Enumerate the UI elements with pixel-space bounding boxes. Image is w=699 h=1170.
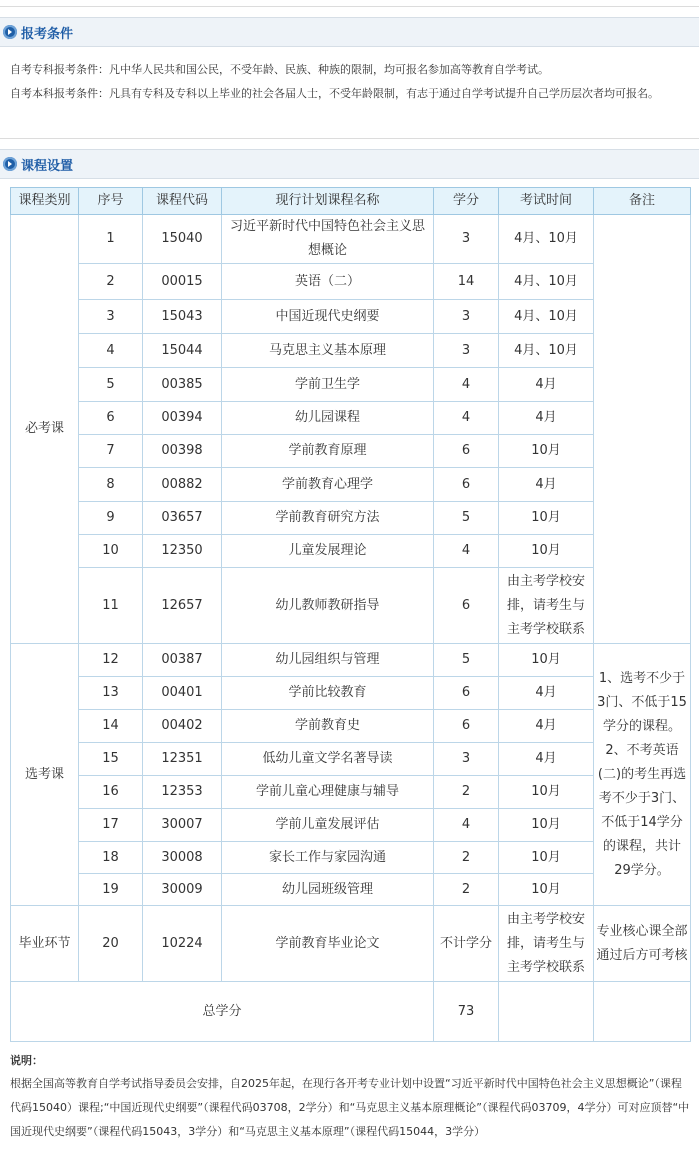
total-row [11, 982, 691, 1042]
cell-no: 8 [79, 468, 143, 502]
section-title: 课程设置 [21, 159, 74, 174]
cell-credit: 3 [434, 300, 499, 334]
cell-name: 家长工作与家园沟通 [222, 842, 434, 874]
cell-name: 学前卫生学 [222, 368, 434, 402]
course-table [10, 187, 691, 1042]
category-cell: 必考课 [11, 215, 79, 644]
cell-code: 30008 [143, 842, 222, 874]
cell-time: 4月 [499, 677, 594, 710]
table-row [11, 842, 691, 874]
table-row [11, 710, 691, 743]
cell-no: 1 [79, 215, 143, 264]
cell-code: 30009 [143, 874, 222, 906]
cell-name: 英语（二） [222, 264, 434, 300]
cell-code: 12353 [143, 776, 222, 809]
cell-time: 10月 [499, 435, 594, 468]
cell-time: 10月 [499, 502, 594, 535]
cell-credit: 2 [434, 776, 499, 809]
cell-no: 14 [79, 710, 143, 743]
cell-no: 5 [79, 368, 143, 402]
cell-code: 12351 [143, 743, 222, 776]
cell-time: 4月 [499, 743, 594, 776]
play-circle-icon [3, 25, 17, 39]
cell-credit: 4 [434, 368, 499, 402]
cell-time: 4月 [499, 468, 594, 502]
cell-no: 18 [79, 842, 143, 874]
cell-no: 10 [79, 535, 143, 568]
table-row [11, 368, 691, 402]
header-name: 现行计划课程名称 [222, 188, 434, 215]
header-time: 考试时间 [499, 188, 594, 215]
cell-credit: 5 [434, 644, 499, 677]
table-row [11, 535, 691, 568]
cell-time: 10月 [499, 842, 594, 874]
cell-code: 03657 [143, 502, 222, 535]
note-body: 根据全国高等教育自学考试指导委员会安排，自2025年起，在现行各开考专业计划中设置“习近平新时代中国特色社会主义思想概论”（课程代码15040）课程;“中国近现代史纲要”（课程代码03708，2学分）和“马克思主义基本原理概论”（课程代码03709，4学分）可对应顶替“中国近现代史纲要”（课程代码15043，3学分）和“马克思主义基本原理”（课程代码15044，3学分） [10, 1077, 690, 1138]
cell-code: 30007 [143, 809, 222, 842]
cell-no: 3 [79, 300, 143, 334]
cell-no: 13 [79, 677, 143, 710]
cell-credit: 3 [434, 215, 499, 264]
header-credit: 学分 [434, 188, 499, 215]
cell-credit: 6 [434, 568, 499, 644]
condition-associate: 自考专科报考条件：凡中华人民共和国公民，不受年龄、民族、种族的限制，均可报名参加高等教育自学考试。 [10, 63, 549, 76]
cell-credit: 不计学分 [434, 906, 499, 982]
table-row [11, 677, 691, 710]
cell-time: 10月 [499, 644, 594, 677]
cell-no: 2 [79, 264, 143, 300]
header-code: 课程代码 [143, 188, 222, 215]
cell-credit: 3 [434, 743, 499, 776]
cell-name: 儿童发展理论 [222, 535, 434, 568]
cell-no: 20 [79, 906, 143, 982]
table-header-row [11, 188, 691, 215]
cell-name: 学前教育毕业论文 [222, 906, 434, 982]
cell-credit: 14 [434, 264, 499, 300]
cell-name: 学前教育史 [222, 710, 434, 743]
header-no: 序号 [79, 188, 143, 215]
cell-name: 学前教育原理 [222, 435, 434, 468]
cell-time: 4月、10月 [499, 264, 594, 300]
cell-time: 4月 [499, 368, 594, 402]
table-row [11, 874, 691, 906]
cell-name: 学前教育研究方法 [222, 502, 434, 535]
cell-time: 4月 [499, 710, 594, 743]
condition-bachelor: 自考本科报考条件：凡具有专科及专科以上毕业的社会各届人士，不受年龄限制，有志于通过自学考试提升自己学历层次者均可报名。 [10, 87, 659, 100]
header-category: 课程类别 [11, 188, 79, 215]
cell-no: 17 [79, 809, 143, 842]
table-row [11, 215, 691, 264]
cell-credit: 6 [434, 435, 499, 468]
table-row [11, 468, 691, 502]
remark-cell [594, 215, 691, 644]
top-divider [0, 6, 699, 7]
cell-code: 15043 [143, 300, 222, 334]
cell-name: 学前教育心理学 [222, 468, 434, 502]
total-value: 73 [434, 982, 499, 1042]
cell-code: 12350 [143, 535, 222, 568]
table-row [11, 743, 691, 776]
table-row [11, 402, 691, 435]
table-row [11, 502, 691, 535]
section-title: 报考条件 [21, 27, 74, 42]
cell-no: 19 [79, 874, 143, 906]
section-header-conditions [0, 17, 699, 47]
table-row [11, 644, 691, 677]
cell-code: 00387 [143, 644, 222, 677]
cell-time: 10月 [499, 535, 594, 568]
note-title: 说明： [10, 1054, 43, 1067]
cell-code: 00015 [143, 264, 222, 300]
play-circle-icon [3, 157, 17, 171]
cell-credit: 5 [434, 502, 499, 535]
cell-time: 10月 [499, 776, 594, 809]
cell-code: 12657 [143, 568, 222, 644]
elective-remark: 1、选考不少于3门、不低于15学分的课程。2、不考英语(二)的考生再选考不少于3门、不低于14学分的课程，共计29学分。 [594, 644, 691, 906]
table-row [11, 334, 691, 368]
cell-no: 4 [79, 334, 143, 368]
header-remark: 备注 [594, 188, 691, 215]
cell-credit: 4 [434, 535, 499, 568]
cell-code: 00882 [143, 468, 222, 502]
cell-name: 低幼儿童文学名著导读 [222, 743, 434, 776]
cell-name: 习近平新时代中国特色社会主义思想概论 [222, 215, 434, 264]
table-row [11, 568, 691, 644]
cell-name: 马克思主义基本原理 [222, 334, 434, 368]
cell-time: 4月 [499, 402, 594, 435]
cell-credit: 6 [434, 468, 499, 502]
cell-code: 15044 [143, 334, 222, 368]
cell-code: 00402 [143, 710, 222, 743]
cell-no: 6 [79, 402, 143, 435]
category-cell: 选考课 [11, 644, 79, 906]
table-row [11, 264, 691, 300]
cell-credit: 4 [434, 809, 499, 842]
cell-time: 10月 [499, 809, 594, 842]
cell-name: 幼儿教师教研指导 [222, 568, 434, 644]
section-divider [0, 138, 699, 139]
section-header-courses [0, 149, 699, 179]
cell-code: 10224 [143, 906, 222, 982]
table-row [11, 435, 691, 468]
cell-no: 9 [79, 502, 143, 535]
cell-name: 中国近现代史纲要 [222, 300, 434, 334]
total-label: 总学分 [11, 982, 434, 1042]
table-row [11, 776, 691, 809]
cell-name: 幼儿园组织与管理 [222, 644, 434, 677]
cell-no: 11 [79, 568, 143, 644]
cell-no: 7 [79, 435, 143, 468]
cell-time: 4月、10月 [499, 300, 594, 334]
cell-credit: 2 [434, 874, 499, 906]
table-row [11, 300, 691, 334]
cell-time: 4月、10月 [499, 215, 594, 264]
total-empty-remark [594, 982, 691, 1042]
cell-name: 幼儿园班级管理 [222, 874, 434, 906]
cell-code: 00398 [143, 435, 222, 468]
cell-code: 00385 [143, 368, 222, 402]
cell-time: 由主考学校安排，请考生与主考学校联系 [499, 568, 594, 644]
table-row [11, 906, 691, 982]
total-empty-time [499, 982, 594, 1042]
cell-credit: 6 [434, 710, 499, 743]
cell-code: 15040 [143, 215, 222, 264]
graduation-remark: 专业核心课全部通过后方可考核 [594, 906, 691, 982]
cell-name: 幼儿园课程 [222, 402, 434, 435]
category-cell: 毕业环节 [11, 906, 79, 982]
cell-no: 12 [79, 644, 143, 677]
cell-time: 由主考学校安排，请考生与主考学校联系 [499, 906, 594, 982]
cell-name: 学前比较教育 [222, 677, 434, 710]
table-row [11, 809, 691, 842]
cell-name: 学前儿童心理健康与辅导 [222, 776, 434, 809]
cell-credit: 3 [434, 334, 499, 368]
cell-name: 学前儿童发展评估 [222, 809, 434, 842]
cell-credit: 4 [434, 402, 499, 435]
cell-no: 15 [79, 743, 143, 776]
cell-time: 10月 [499, 874, 594, 906]
cell-credit: 2 [434, 842, 499, 874]
cell-credit: 6 [434, 677, 499, 710]
cell-code: 00401 [143, 677, 222, 710]
cell-code: 00394 [143, 402, 222, 435]
cell-time: 4月、10月 [499, 334, 594, 368]
cell-no: 16 [79, 776, 143, 809]
